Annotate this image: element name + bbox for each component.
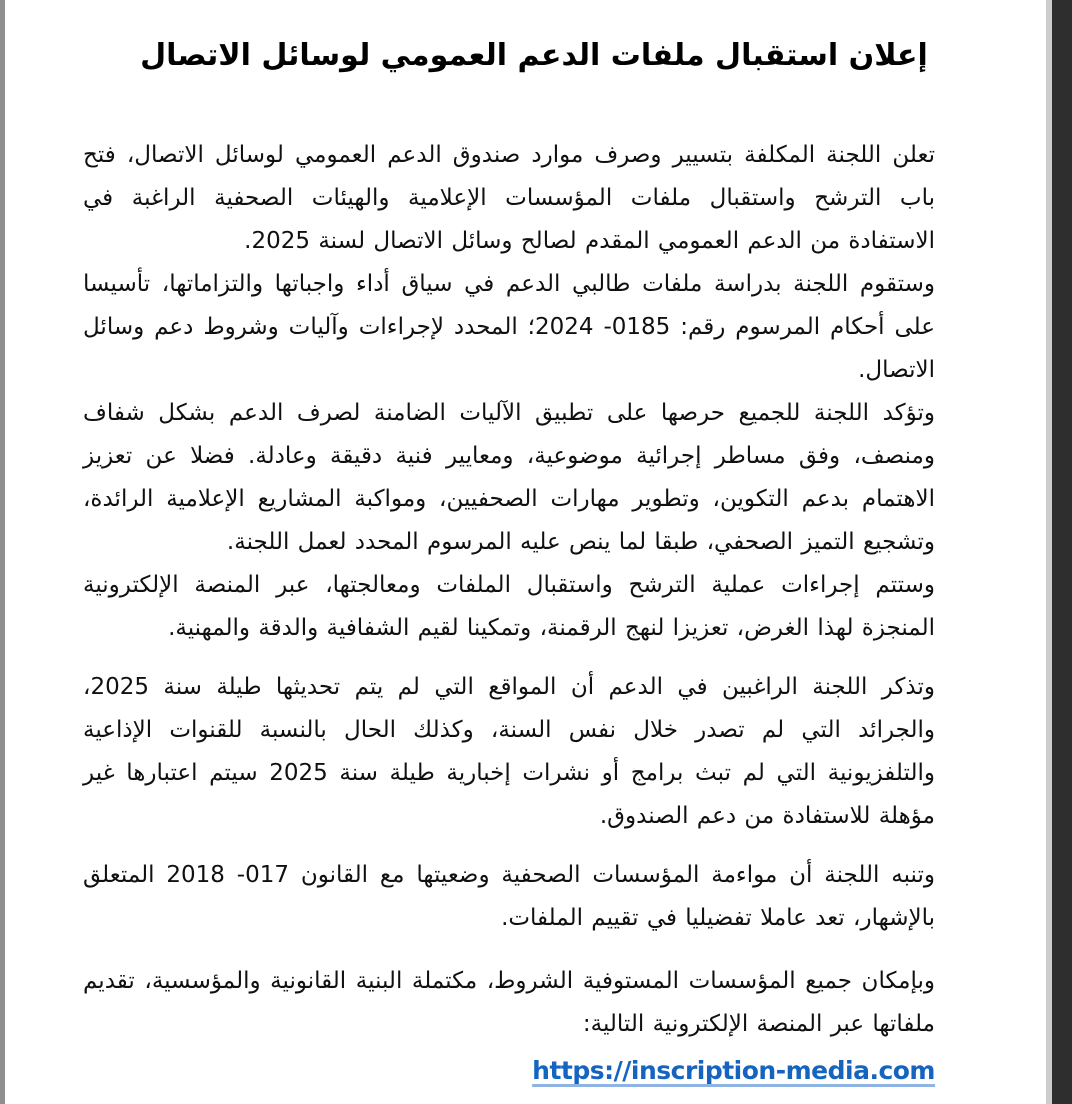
viewer-background-strip	[1052, 0, 1072, 1104]
document-page	[83, 0, 935, 1096]
paragraph-electronic-platform-process: وستتم إجراءات عملية الترشح واستقبال الملفات ومعالجتها، عبر المنصة الإلكترونية المنجزة لهذا الغرض، تعزيزا لنهج الرقمنة، وتمكينا لقيم الشفافية والدقة والمهنية.	[83, 572, 935, 641]
paragraph-file-review-decree: وستقوم اللجنة بدراسة ملفات طالبي الدعم في سياق أداء واجباتها والتزاماتها، تأسيسا على أحكام المرسوم رقم: 0185- 2024؛ المحدد لإجراءات وآليات وشروط دعم وسائل الاتصال.	[83, 271, 935, 383]
paragraph-eligibility-reminder: وتذكر اللجنة الراغبين في الدعم أن المواقع التي لم يتم تحديثها طيلة سنة 2025، والجرائد التي لم تصدر خلال نفس السنة، وكذلك الحال بالنسبة للقنوات الإذاعية والتلفزيونية التي لم تبث برامج أو نشرات إخبارية طيلة سنة 2025 سيتم اعتبارها غير مؤهلة للاستفادة من دعم الصندوق.	[83, 674, 935, 829]
paragraph-announcement: تعلن اللجنة المكلفة بتسيير وصرف موارد صندوق الدعم العمومي لوسائل الاتصال، فتح باب الترشح واستقبال ملفات المؤسسات الإعلامية والهيئات الصحفية الراغبة في الاستفادة من الدعم العمومي المقدم لصالح وسائل الاتصال لسنة 2025.	[83, 142, 935, 254]
paragraph-submission-instructions: وبإمكان جميع المؤسسات المستوفية الشروط، مكتملة البنية القانونية والمؤسسية، تقديم ملفاتها عبر المنصة الإلكترونية التالية:	[83, 968, 935, 1037]
platform-link-row	[83, 1049, 935, 1096]
document-body	[83, 134, 935, 1096]
page-title: إعلان استقبال ملفات الدعم العمومي لوسائل الاتصال	[140, 38, 928, 73]
paragraph-transparency-commitment: وتؤكد اللجنة للجميع حرصها على تطبيق الآليات الضامنة لصرف الدعم بشكل شفاف ومنصف، وفق مساطر إجرائية موضوعية، ومعايير فنية دقيقة وعادلة. فضلا عن تعزيز الاهتمام بدعم التكوين، وتطوير مهارات الصحفيين، ومواكبة المشاريع الإعلامية الرائدة، وتشجيع التميز الصحفي، طبقا لما ينص عليه المرسوم المحدد لعمل اللجنة.	[83, 400, 935, 555]
paragraph-advertising-law-note: وتنبه اللجنة أن مواءمة المؤسسات الصحفية وضعيتها مع القانون 017- 2018 المتعلق بالإشهار، تعد عاملا تفضيليا في تقييم الملفات.	[83, 862, 935, 931]
page-left-edge	[0, 0, 5, 1104]
inscription-platform-link[interactable]: https://inscription-media.com	[532, 1056, 935, 1085]
